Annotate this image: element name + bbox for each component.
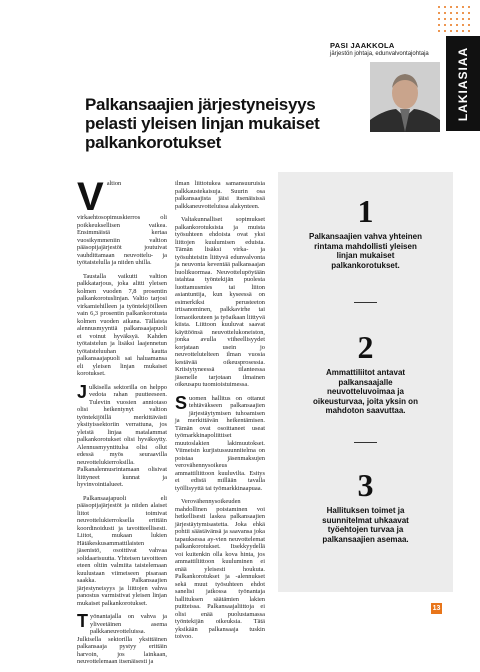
key-point-number: 3	[357, 467, 374, 503]
drop-cap: S	[175, 392, 188, 413]
paragraph-text: altion virkaehtosopimuskierros oli poikkeuksellisen vaikea. Ensimmäistä kertaa vuosikymmeniin valtion pääsopijajärjestöt joutuivat vauhdittamaan neuvottelu- ja työtaistelulla ja niiden uhilla.	[77, 180, 167, 266]
divider	[354, 302, 377, 303]
key-points-sidebar	[278, 172, 453, 592]
author-portrait-icon	[370, 62, 440, 132]
paragraph	[77, 613, 167, 666]
section-tab	[446, 36, 480, 131]
paragraph: Valtakunnalliset sopimukset palkankorotuksista ja muista työsuhteen ehdoista ovat yksi liittojen kuulumisen eduista. Tämän lisäksi virka- ja työsuhteisiin liittyvä edunvalvonta ja neuvonta keventää palkansaajan huolikuormaa. Neuvottelupöytään istahtaa työntekijän puolesta luottamusmies tai liiton asiantuntija, kun kyseessä on esimerkiksi perusteeton irtisanominen, palkkavirhe tai lomaoikeuteen ja työaikaan liittyvä kiista. Liittoon kuuluvat saavat käyttöönsä neuvottelukoneiston, jonka avulla viiheellisyydet korjataan usein jo neuvottelutelteen ilman vuosia kestävää oikeusprosessia. Kriisiytyneessä tilanteessa jäsenelle tarjotaan ilmainen oikeusapu tuomioistuimessa.	[175, 216, 265, 388]
drop-cap: J	[77, 381, 88, 402]
paragraph	[77, 381, 167, 489]
paragraph-text: ulkisella sektorilla on helppo vedota rahan puutteeseen. Tuleviin vuosien anniotaso olisi heikentynyt valtion työntekijöillä merkittävästi yksityissektoriin verrattuna, jos yleistä linjaa matalammat palkankorotukset olisi hyväksytty. Alennusmyyntitulsa olisi ollut edessä myös seuraavilla neuvottelukierroksilla. Palkanalennusrintamaan olisivat liittyneet kunnat ja hyvinvointialueet.	[77, 383, 167, 488]
author-byline	[330, 41, 430, 57]
article-column-1	[77, 175, 167, 672]
key-point-text: Hallituksen toimet ja suunnitelmat uhkaavat työehtojen turvaa ja palkansaajien asemaa.	[322, 506, 409, 544]
drop-cap: V	[77, 175, 104, 219]
section-tab-label: LAKIASIAA	[456, 46, 470, 121]
paragraph: Palkansaajapuoli eli pääsopijajärjestöt ja niiden alaiset liitot toimivat neuvottelukierroksella erittäin koordinoidusti ja tavoitteellisesti. Liitot, mukaan lukien Hätäkeskusammattilaisten jäsenistö, osoittivat vahvaa solidaarisuutta. Yhteisen tavoitteen eteen oltiin valmiita taistelemaan kuulustaan viimeiseen pisaraan saakka. Palkansaajien järjestyneisyys ja liittojen vahva panostus varmistivat yleisen linjan mukaiset palkankorotukset.	[77, 494, 167, 607]
paragraph: Taustalla vaikutti valtion palkkatarjous, joka alitti yleisen kolmen vuoden 7,8 prosentin palkankorotuslinjan. Valtio tarjosi virkamiehilleen ja työntekijöilleen vain 6,3 prosentin palkankorotusta kolmen vuoden aikana. Tällaista alennusmyyntiä palkansaajapuoli ei voinut hyväksyä. Kahden työtaistelun ja lisäksi laajennetun työtaisteluuhan kautta palkansaajapuoli sai haluamansa eli yleisen linjan mukaiset korotukset.	[77, 272, 167, 377]
article-column-2	[175, 180, 265, 647]
paragraph-text: yönantajalla on vahva ja yliveetäinen asema palkkaneuvotteluissa. Julkisella sektorilla yksittäinen palkansaaja pystyy erittäin harvoin, jos lainkaan, neuvottelemaan itsenäisesti ja	[77, 613, 167, 665]
paragraph	[175, 392, 265, 493]
drop-cap: T	[77, 611, 88, 631]
paragraph-text: uomen hallitus on ottanut tehtäväkseen palkansaajien järjestäytymisen tuhoamisen ja merkittävän heikentämisen. Tämän ovat osoittaneet useat työmarkkinapoliittiset muutoslakien lakimuutokset. Viimeisin kurjistussuunnitelma on poistaa jäsenmaksujen verovähennysoikeus ammattiliittoon kuuluvilta. Esitys ei edistä millään tavalla työllisyyttä tai työmarkkinaapuaa.	[175, 394, 265, 492]
decorative-dot-grid	[436, 4, 476, 36]
page-number: 13	[432, 605, 441, 612]
key-point-1	[278, 194, 453, 270]
paragraph: Verovähennysoikeuden mahdollinen poistaminen voi hetkellisesti laskea palkansaajien järjestäytymisastetta. Joka ehkä pohtii säästävänsä ja saavansa joka tapauksessa ay-vien neuvottelemat palkankorotukset. Itsekkyydellä voi kuitenkin olla kova hinta, jos ammattiliittoon kuuluminen ei enää yleisesti houkuta. Palkankorotukset ja -alennukset sekä muut työsuhteen ehdot sanelisi jatkossa työnantaja hallituksen säätämien lakien puitteissa. Palkansaajaliittoja ei olisi enää puolustamassa työntekijän oikeuksia. Tätä yksikään palkansaaja tuskin toivoo.	[175, 498, 265, 640]
key-point-3	[278, 468, 453, 544]
key-point-number: 2	[357, 329, 374, 365]
author-role: järjestön johtaja, edunvalvontajohtaja	[330, 51, 429, 57]
paragraph	[77, 175, 167, 267]
key-point-number: 1	[357, 193, 374, 229]
article-headline: Palkansaajien järjestyneisyys pelasti yleisen linjan mukaiset palkankorotukset	[85, 95, 320, 152]
author-name: PASI JAAKKOLA	[330, 41, 395, 50]
key-point-text: Ammattiliitot antavat palkansaajalle neuvotteluvoimaa ja oikeusturvaa, joita yksin on mahdoton saavuttaa.	[313, 368, 418, 415]
divider	[354, 442, 377, 443]
key-point-2	[278, 330, 453, 416]
paragraph: ilman liittotukea samansuuruisia palkkaustekaisuja. Suurin osa palkansaajista jäisi itsenäisissä palkkaneuvotteluissa alakynteen.	[175, 180, 265, 210]
key-point-text: Palkansaajien vahva yhteinen rintama mahdollisti yleisen linjan mukaiset palkankorotukset.	[309, 232, 422, 270]
author-photo	[370, 62, 440, 132]
